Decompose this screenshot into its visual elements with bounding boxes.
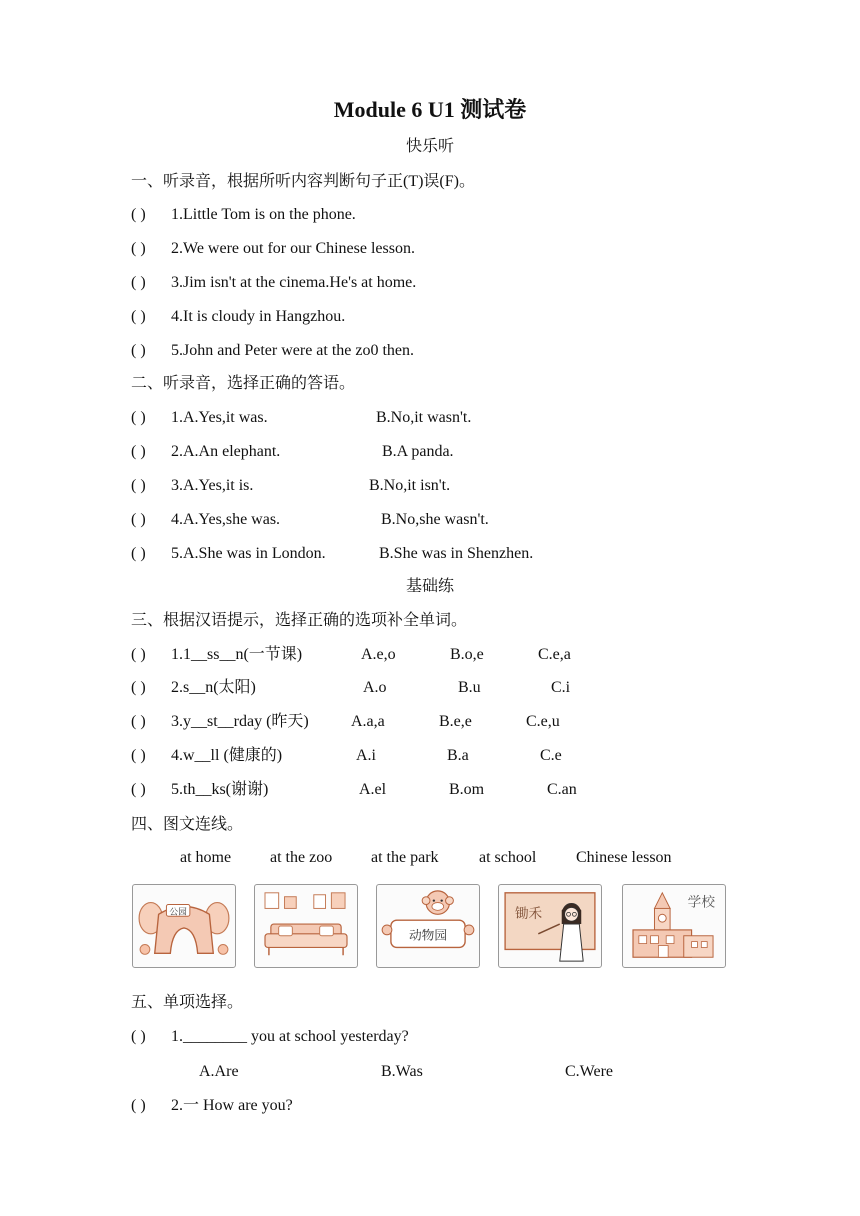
answer-blank[interactable]: ( ): [131, 274, 146, 291]
answer-blank[interactable]: ( ): [131, 646, 146, 663]
statement-text: 4.It is cloudy in Hangzhou.: [171, 308, 346, 325]
statement-text: 5.John and Peter were at the zo0 then.: [171, 342, 415, 359]
option-b: B.om: [449, 781, 485, 798]
option-a: A.o: [363, 679, 387, 696]
option-a: 2.A.An elephant.: [171, 443, 281, 460]
match-word[interactable]: at school: [479, 849, 537, 866]
option-b: B.o,e: [450, 646, 484, 663]
answer-blank[interactable]: ( ): [131, 713, 146, 730]
question-word: 4.w__ll (健康的): [171, 747, 283, 764]
question-word: 3.y__st__rday (昨天): [171, 713, 309, 730]
answer-blank[interactable]: ( ): [131, 409, 146, 426]
option-a: A.a,a: [351, 713, 385, 730]
option-b: B.A panda.: [382, 443, 454, 460]
question-word: 5.th__ks(谢谢): [171, 781, 269, 798]
school-sign-text: 学校: [687, 894, 715, 911]
question-word: 1.1__ss__n(一节课): [171, 646, 303, 663]
picture-park[interactable]: [132, 884, 236, 968]
answer-blank[interactable]: ( ): [131, 477, 146, 494]
park-gate-icon: [133, 885, 235, 967]
section-5-heading: 五、单项选择。: [131, 994, 244, 1011]
zoo-sign-text: 动物园: [408, 927, 448, 943]
answer-blank[interactable]: ( ): [131, 443, 146, 460]
teacher-blackboard-icon: [499, 885, 601, 967]
section-4-heading: 四、图文连线。: [131, 816, 244, 833]
match-word[interactable]: at the park: [371, 849, 439, 866]
option-b: B.Was: [381, 1063, 423, 1080]
statement-text: 1.Little Tom is on the phone.: [171, 206, 356, 223]
page-title: Module 6 U1 测试卷: [333, 97, 527, 122]
option-b: B.u: [458, 679, 481, 696]
answer-blank[interactable]: ( ): [131, 747, 146, 764]
option-a: A.e,o: [361, 646, 396, 663]
option-b: B.a: [447, 747, 469, 764]
zoo-monkey-sign-icon: [377, 885, 479, 967]
answer-blank[interactable]: ( ): [131, 1097, 146, 1114]
option-a: A.Are: [199, 1063, 239, 1080]
match-word[interactable]: Chinese lesson: [576, 849, 672, 866]
living-room-sofa-icon: [255, 885, 357, 967]
picture-school[interactable]: [622, 884, 726, 968]
match-word[interactable]: at home: [180, 849, 232, 866]
option-c: C.Were: [565, 1063, 614, 1080]
blackboard-text: 锄禾: [514, 906, 543, 923]
option-a: 4.A.Yes,she was.: [171, 511, 281, 528]
answer-blank[interactable]: ( ): [131, 545, 146, 562]
option-c: C.e,a: [538, 646, 571, 663]
option-a: A.i: [356, 747, 376, 764]
answer-blank[interactable]: ( ): [131, 511, 146, 528]
section-1-heading: 一、听录音，根据所听内容判断句子正(T)误(F)。: [131, 173, 475, 190]
picture-chinese-lesson[interactable]: [498, 884, 602, 968]
option-c: C.i: [551, 679, 571, 696]
answer-blank[interactable]: ( ): [131, 1028, 146, 1045]
question-text: 2.一 How are you?: [171, 1097, 293, 1114]
park-sign-text: 公园: [169, 907, 187, 918]
statement-text: 3.Jim isn't at the cinema.He's at home.: [171, 274, 417, 291]
option-a: 3.A.Yes,it is.: [171, 477, 254, 494]
statement-text: 2.We were out for our Chinese lesson.: [171, 240, 415, 257]
option-b: B.e,e: [439, 713, 472, 730]
section-3-heading: 三、根据汉语提示，选择正确的选项补全单词。: [131, 612, 468, 629]
option-c: C.an: [547, 781, 577, 798]
answer-blank[interactable]: ( ): [131, 308, 146, 325]
option-b: B.No,it wasn't.: [376, 409, 472, 426]
option-b: B.No,it isn't.: [369, 477, 451, 494]
option-c: C.e: [540, 747, 562, 764]
picture-home[interactable]: [254, 884, 358, 968]
match-word[interactable]: at the zoo: [270, 849, 333, 866]
option-a: 1.A.Yes,it was.: [171, 409, 268, 426]
option-b: B.No,she wasn't.: [381, 511, 489, 528]
question-word: 2.s__n(太阳): [171, 679, 256, 696]
question-text: 1.________ you at school yesterday?: [171, 1028, 409, 1045]
option-b: B.She was in Shenzhen.: [379, 545, 534, 562]
part-heading-listening: 快乐听: [405, 138, 454, 155]
option-a: 5.A.She was in London.: [171, 545, 326, 562]
section-2-heading: 二、听录音，选择正确的答语。: [131, 375, 356, 392]
answer-blank[interactable]: ( ): [131, 781, 146, 798]
school-building-icon: [623, 885, 725, 967]
option-c: C.e,u: [526, 713, 560, 730]
picture-zoo[interactable]: [376, 884, 480, 968]
part-heading-basic: 基础练: [405, 578, 454, 595]
option-a: A.el: [359, 781, 387, 798]
answer-blank[interactable]: ( ): [131, 679, 146, 696]
answer-blank[interactable]: ( ): [131, 240, 146, 257]
answer-blank[interactable]: ( ): [131, 342, 146, 359]
answer-blank[interactable]: ( ): [131, 206, 146, 223]
